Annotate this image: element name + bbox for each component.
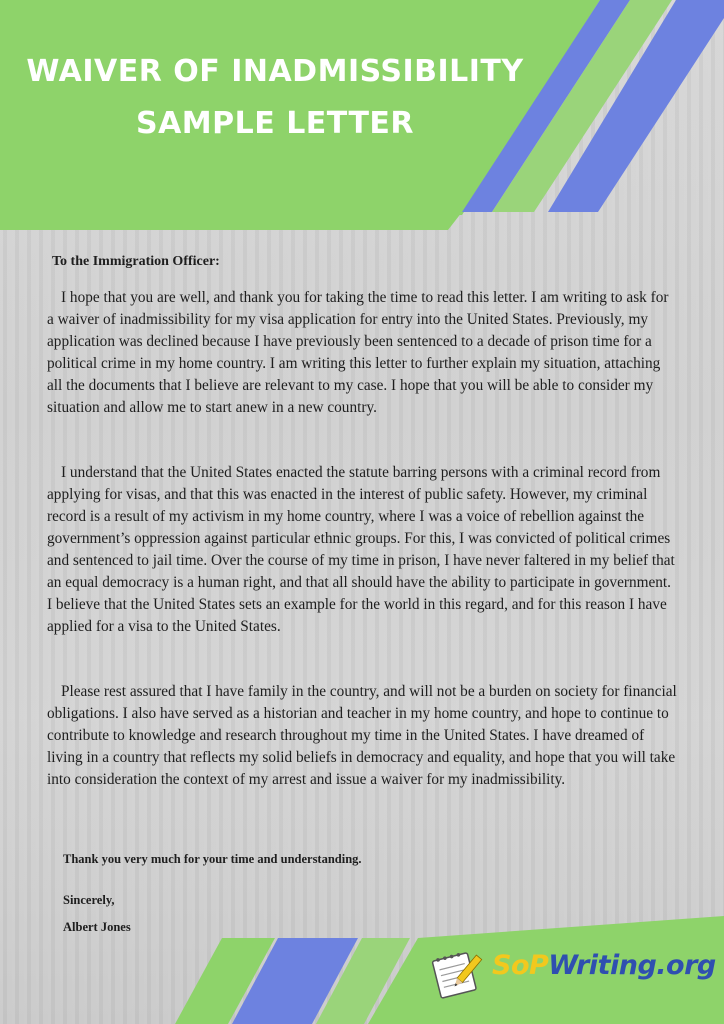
page-title-line-2: SAMPLE LETTER	[135, 106, 415, 141]
logo-wordmark	[492, 950, 716, 981]
header-lower-strip	[0, 212, 462, 230]
logo-part-sop: SoP	[492, 950, 549, 981]
page-title-line-1: WAIVER OF INADMISSIBILITY	[26, 54, 524, 89]
letter-paragraph-2: I understand that the United States enacted the statute barring persons with a criminal record from applying for visas, and that this was enacted in the interest of public safety. However, my criminal record is a result of my activism in my home country, where I was a voice of rebellion against the government’s oppression against particular ethnic groups. For this, I was convicted of political crimes and sentenced to jail time. Over the course of my time in prison, I have never faltered in my belief that an equal democracy is a human right, and that all should have the ability to participate in government. I believe that the United States sets an example for the world in this regard, and for this reason I have applied for a visa to the United States.	[47, 464, 675, 635]
letter-paragraph-1: I hope that you are well, and thank you for taking the time to read this letter. I am writing to ask for a waiver of inadmissibility for my visa application for entry into the United States. Previously, my application was declined because I have previously been sentenced to a decade of prison time for a political crime in my home country. I am writing this letter to further explain my situation, attaching all the documents that I believe are relevant to my case. I hope that you will be able to consider my situation and allow me to start anew in a new country.	[47, 289, 669, 416]
thanks-line: Thank you very much for your time and understanding.	[63, 852, 362, 866]
logo-part-writing: Writing	[548, 950, 657, 981]
logo-part-org: .org	[656, 950, 716, 981]
closing-line: Sincerely,	[63, 893, 115, 907]
notepad-pencil-icon	[428, 946, 484, 1002]
salutation: To the Immigration Officer:	[52, 254, 220, 269]
letter-paragraph-3: Please rest assured that I have family in the country, and will not be a burden on society for financial obligations. I also have served as a historian and teacher in my home country, and hope to continue to contribute to knowledge and research throughout my time in the United States. I have dreamed of living in a country that reflects my solid beliefs in democracy and equality, and hope that you will take into consideration the context of my arrest and issue a waiver for my inadmissibility.	[47, 683, 677, 788]
signature: Albert Jones	[63, 920, 131, 934]
brand-logo[interactable]	[428, 942, 718, 1006]
